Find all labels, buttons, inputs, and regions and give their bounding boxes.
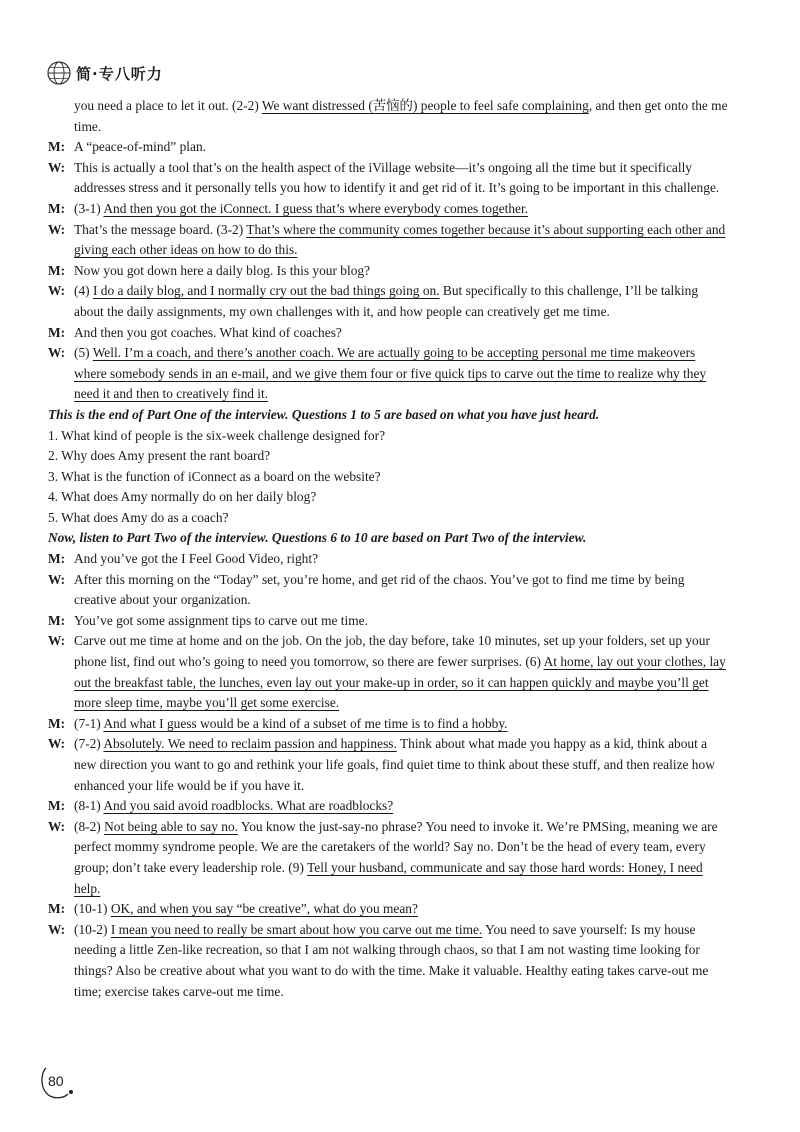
underlined-answer-text: I mean you need to really be smart about how you carve out me time.: [110, 921, 483, 937]
speaker-label: M:: [48, 324, 66, 340]
header-title: 简·专八听力: [76, 64, 163, 83]
dialogue-continuation: [48, 96, 730, 137]
question-item: [48, 467, 730, 488]
text-segment: You know the just-say-no phrase? You need to invoke it. We’re PMSing, meaning we are perfect mommy syndrome people. We are the caretakers of the world? Say no. Don’t be the head of every team, every group; don’t take every leadership role. (9): [74, 818, 718, 875]
speaker-label: W:: [48, 345, 66, 361]
text-segment: 1. What kind of people is the six-week challenge designed for?: [48, 427, 386, 443]
underlined-answer-text: At home, lay out your clothes, lay out the breakfast table, the lunches, even lay out your make-up in order, so it can happen quickly and maybe you’ll get more sleep time, maybe you’ll get some exercise.: [74, 654, 726, 711]
text-segment: But specifically to this challenge, I’ll be talking about the daily assignments, my own challenges with it, and how people can creatively get me time.: [74, 283, 699, 319]
text-segment: This is actually a tool that’s on the health aspect of the iVillage website—it’s ongoing all the time but it specifically addresses stress and it personally tells you how to identify it and get rid of it. It’s going to be important in this challenge.: [74, 159, 720, 196]
speaker-label: M:: [48, 551, 66, 567]
speaker-label: M:: [48, 139, 66, 155]
speaker-label: M:: [48, 798, 66, 814]
text-segment: After this morning on the “Today” set, you’re home, and get rid of the chaos. You’ve got to find me time by being creative about your organization.: [74, 571, 685, 608]
question-item: [48, 487, 730, 508]
text-segment: Now, listen to Part Two of the interview. Questions 6 to 10 are based on Part Two of the interview.: [48, 530, 587, 546]
underlined-answer-text: I do a daily blog, and I normally cry out the bad things going on.: [92, 283, 440, 299]
text-segment: A “peace-of-mind” plan.: [74, 139, 206, 155]
dialogue-line: [48, 796, 730, 817]
speaker-label: W:: [48, 221, 66, 237]
underlined-answer-text: Well. I’m a coach, and there’s another coach. We are actually going to be accepting personal me time makeovers where somebody sends in an e-mail, and we give them four or five quick tips to carve out the time to realize why they need it and then to creatively find it.: [74, 345, 707, 402]
text-segment: , and then get onto the me time.: [74, 98, 728, 134]
speaker-label: W:: [48, 571, 66, 587]
section-instruction: [48, 405, 730, 426]
question-item: [48, 426, 730, 447]
speaker-label: W:: [48, 283, 66, 299]
text-segment: You’ve got some assignment tips to carve out me time.: [74, 612, 368, 628]
text-segment: you need a place to let it out. (2-2): [74, 98, 262, 113]
text-segment: Carve out me time at home and on the job. On the job, the day before, take 10 minutes, set up your folders, set up your phone list, find out who’s going to need you tomorrow, so there are fewer surprises. (6): [74, 633, 710, 670]
page-header: [46, 60, 163, 86]
dialogue-line: [48, 220, 730, 261]
text-segment: (4): [74, 283, 93, 299]
text-segment: And you’ve got the I Feel Good Video, right?: [74, 551, 319, 567]
speaker-label: M:: [48, 901, 66, 917]
dialogue-line: [48, 137, 730, 158]
speaker-label: W:: [48, 921, 66, 937]
dialogue-line: [48, 817, 730, 899]
section-instruction: [48, 528, 730, 549]
text-segment: (10-2): [74, 921, 111, 937]
dialogue-line: [48, 323, 730, 344]
dialogue-line: [48, 714, 730, 735]
speaker-label: W:: [48, 736, 66, 752]
globe-logo-icon: [46, 60, 72, 86]
text-segment: 4. What does Amy normally do on her daily blog?: [48, 489, 317, 505]
underlined-answer-text: And then you got the iConnect. I guess that’s where everybody comes together.: [103, 200, 529, 216]
text-segment: (7-2): [74, 736, 104, 752]
text-segment: (5): [74, 345, 93, 361]
speaker-label: W:: [48, 633, 66, 649]
text-segment: 3. What is the function of iConnect as a board on the website?: [48, 468, 381, 484]
text-segment: And then you got coaches. What kind of coaches?: [74, 324, 342, 340]
underlined-answer-text: Not being able to say no.: [104, 818, 239, 834]
dialogue-line: [48, 734, 730, 796]
dialogue-line: [48, 261, 730, 282]
text-segment: (8-2): [74, 818, 105, 834]
speaker-label: M:: [48, 262, 66, 278]
dialogue-line: [48, 631, 730, 713]
underlined-answer-text: And what I guess would be a kind of a subset of me time is to find a hobby.: [103, 715, 508, 731]
underlined-answer-text: OK, and when you say “be creative”, what do you mean?: [110, 901, 418, 917]
speaker-label: M:: [48, 200, 66, 216]
text-segment: (10-1): [74, 901, 111, 917]
text-segment: This is the end of Part One of the interview. Questions 1 to 5 are based on what you have just heard.: [48, 406, 600, 422]
dialogue-line: [48, 899, 730, 920]
dialogue-line: [48, 343, 730, 405]
underlined-answer-text: Tell your husband, communicate and say those hard words: Honey, I need help.: [74, 859, 703, 896]
dialogue-line: [48, 611, 730, 632]
dialogue-line: [48, 158, 730, 199]
speaker-label: W:: [48, 159, 66, 175]
dialogue-line: [48, 920, 730, 1002]
dialogue-line: [48, 281, 730, 322]
text-segment: (8-1): [74, 798, 104, 814]
text-segment: That’s the message board. (3-2): [74, 221, 247, 237]
transcript-body: [48, 96, 730, 1002]
question-item: [48, 508, 730, 529]
underlined-answer-text: Absolutely. We need to reclaim passion and happiness.: [103, 736, 397, 752]
underlined-answer-text: That’s where the community comes together because it’s about supporting each other and giving each other ideas on how to do this.: [74, 221, 726, 258]
speaker-label: M:: [48, 612, 66, 628]
underlined-answer-text: We want distressed (苦恼的) people to feel safe complaining: [261, 98, 589, 113]
dialogue-line: [48, 549, 730, 570]
dialogue-line: [48, 199, 730, 220]
page-number: [38, 1064, 78, 1100]
dialogue-line: [48, 570, 730, 611]
underlined-answer-text: And you said avoid roadblocks. What are roadblocks?: [103, 798, 394, 814]
speaker-label: M:: [48, 715, 66, 731]
question-item: [48, 446, 730, 467]
text-segment: Now you got down here a daily blog. Is this your blog?: [74, 262, 371, 278]
text-segment: You need to save yourself: Is my house needing a little Zen-like recreation, so that I am not walking through chaos, so that I am not wasting time looking for things? Also be creative about what you want to do with the time. Make it valuable. Healthy eating takes carve-out me time; exercise takes carve-out me time.: [74, 921, 709, 999]
page-number-text: 80: [48, 1073, 64, 1089]
text-segment: 2. Why does Amy present the rant board?: [48, 448, 271, 464]
text-segment: (7-1): [74, 715, 104, 731]
speaker-label: W:: [48, 818, 66, 834]
text-segment: (3-1): [74, 200, 104, 216]
text-segment: Think about what made you happy as a kid, think about a new direction you want to go and rethink your life goals, find quiet time to think about these stuff, and then realize how enhanced your life would be if you have it.: [74, 736, 715, 793]
text-segment: 5. What does Amy do as a coach?: [48, 509, 229, 525]
